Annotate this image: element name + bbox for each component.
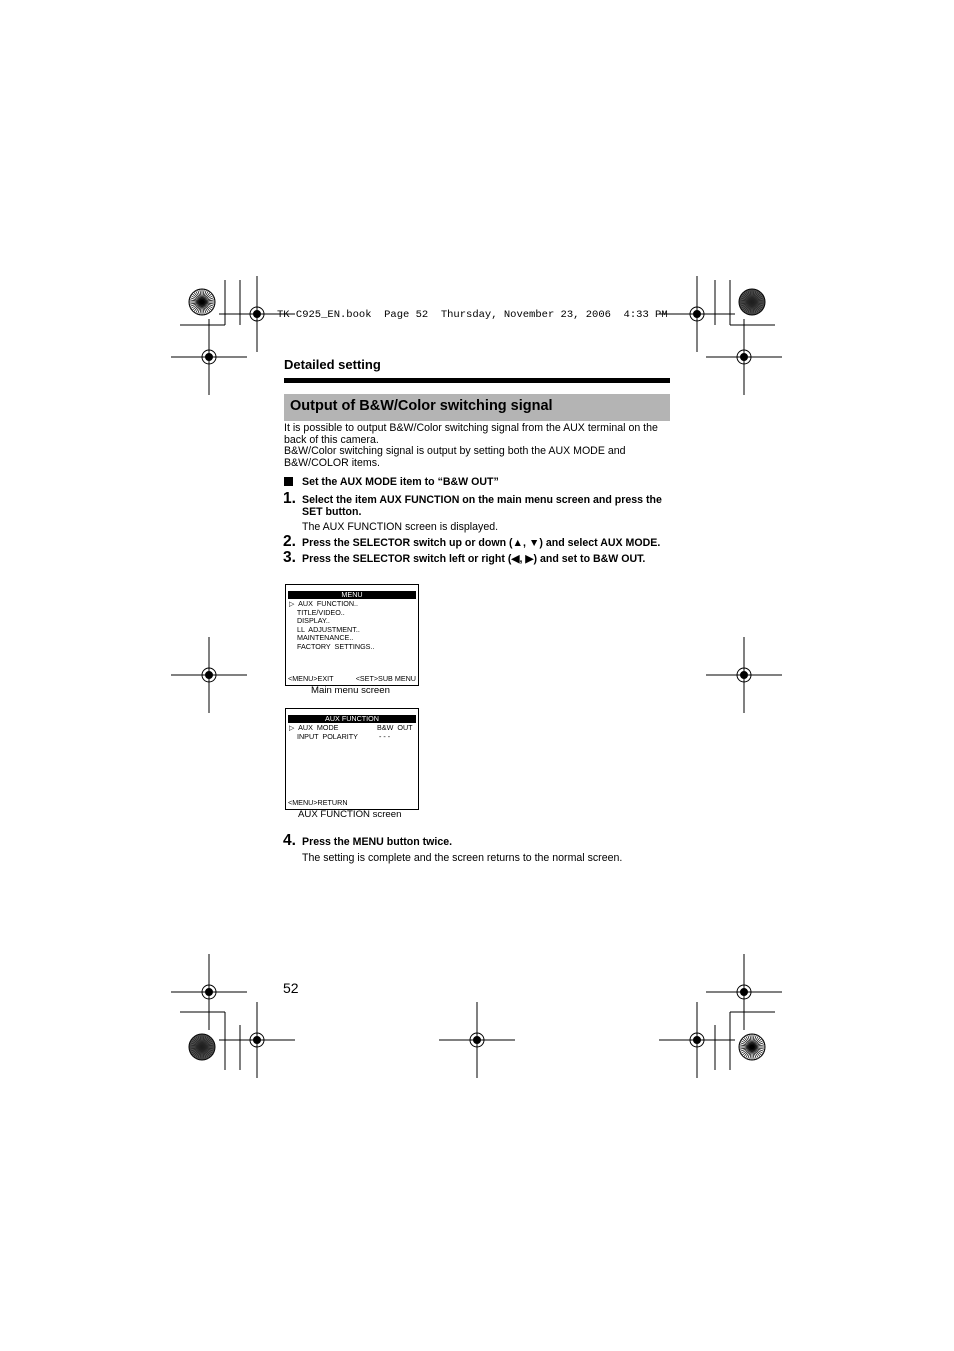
step-4-sub: The setting is complete and the screen returns to the normal screen.	[302, 852, 623, 864]
aux-mode-value: B&W OUT	[377, 723, 413, 732]
registration-crosshair-icon	[219, 1002, 295, 1078]
registration-crosshair-icon	[659, 276, 735, 352]
input-polarity-value: - - -	[379, 732, 391, 741]
section-label: Detailed setting	[284, 357, 381, 372]
step-2-number: 2.	[283, 533, 296, 550]
aux-function-header: AUX FUNCTION	[288, 715, 416, 723]
starburst-target-icon	[739, 1034, 765, 1060]
section-rule	[284, 378, 670, 383]
intro-line-2: B&W/Color switching signal is output by setting both the AUX MODE and B&W/COLOR items.	[284, 445, 626, 469]
registration-crosshair-icon	[171, 637, 247, 713]
main-menu-caption: Main menu screen	[311, 685, 390, 696]
registration-crosshair-icon	[706, 637, 782, 713]
menu-item: DISPLAY..	[289, 616, 330, 625]
procedure-heading	[284, 476, 499, 488]
registration-crosshair-icon	[659, 1002, 735, 1078]
procedure-heading-text: Set the AUX MODE item to “B&W OUT”	[302, 476, 499, 488]
starburst-target-icon	[189, 1034, 215, 1060]
main-menu-screen	[285, 584, 419, 686]
step-1-text: Select the item AUX FUNCTION on the main menu screen and press the SET button.	[302, 494, 662, 518]
intro-paragraph	[284, 423, 670, 469]
registration-crosshair-icon	[706, 954, 782, 1030]
step-3-number: 3.	[283, 549, 296, 566]
step-2-text: Press the SELECTOR switch up or down (▲, ▼) and select AUX MODE.	[302, 537, 661, 549]
registration-crosshair-icon	[706, 319, 782, 395]
starburst-target-icon	[189, 289, 215, 315]
page-number: 52	[283, 980, 299, 996]
print-header: TK-C925_EN.book Page 52 Thursday, November 23, 2006 4:33 PM	[277, 309, 668, 321]
menu-item: MAINTENANCE..	[289, 633, 354, 642]
step-4-text: Press the MENU button twice.	[302, 836, 453, 848]
step-1-number: 1.	[283, 490, 296, 507]
menu-item: ▷ AUX FUNCTION..	[289, 599, 359, 608]
page-title: Output of B&W/Color switching signal	[290, 398, 553, 414]
main-menu-footer-right: <SET>SUB MENU	[355, 674, 416, 683]
aux-function-screen	[285, 708, 419, 810]
main-menu-header: MENU	[288, 591, 416, 599]
starburst-target-icon	[739, 289, 765, 315]
input-polarity-label: INPUT POLARITY	[289, 732, 358, 741]
page-title-bar	[284, 394, 670, 421]
step-4-number: 4.	[283, 832, 296, 849]
intro-line-1: It is possible to output B&W/Color switching signal from the AUX terminal on the back of this camera.	[284, 422, 658, 446]
registration-crosshair-icon	[171, 319, 247, 395]
step-3-text: Press the SELECTOR switch left or right (◀, ▶) and set to B&W OUT.	[302, 553, 646, 565]
aux-function-caption: AUX FUNCTION screen	[298, 809, 402, 820]
step-1-sub: The AUX FUNCTION screen is displayed.	[302, 521, 499, 533]
aux-function-footer: <MENU>RETURN	[288, 798, 348, 807]
main-menu-footer-left: <MENU>EXIT	[288, 674, 334, 683]
menu-item: FACTORY SETTINGS..	[289, 641, 375, 651]
registration-crosshair-icon	[439, 1002, 515, 1078]
registration-crosshair-icon	[171, 954, 247, 1030]
aux-mode-label: ▷ AUX MODE	[289, 723, 339, 732]
square-bullet-icon	[284, 477, 293, 486]
menu-item: TITLE/VIDEO..	[289, 607, 345, 617]
menu-item: LL ADJUSTMENT..	[289, 624, 360, 634]
